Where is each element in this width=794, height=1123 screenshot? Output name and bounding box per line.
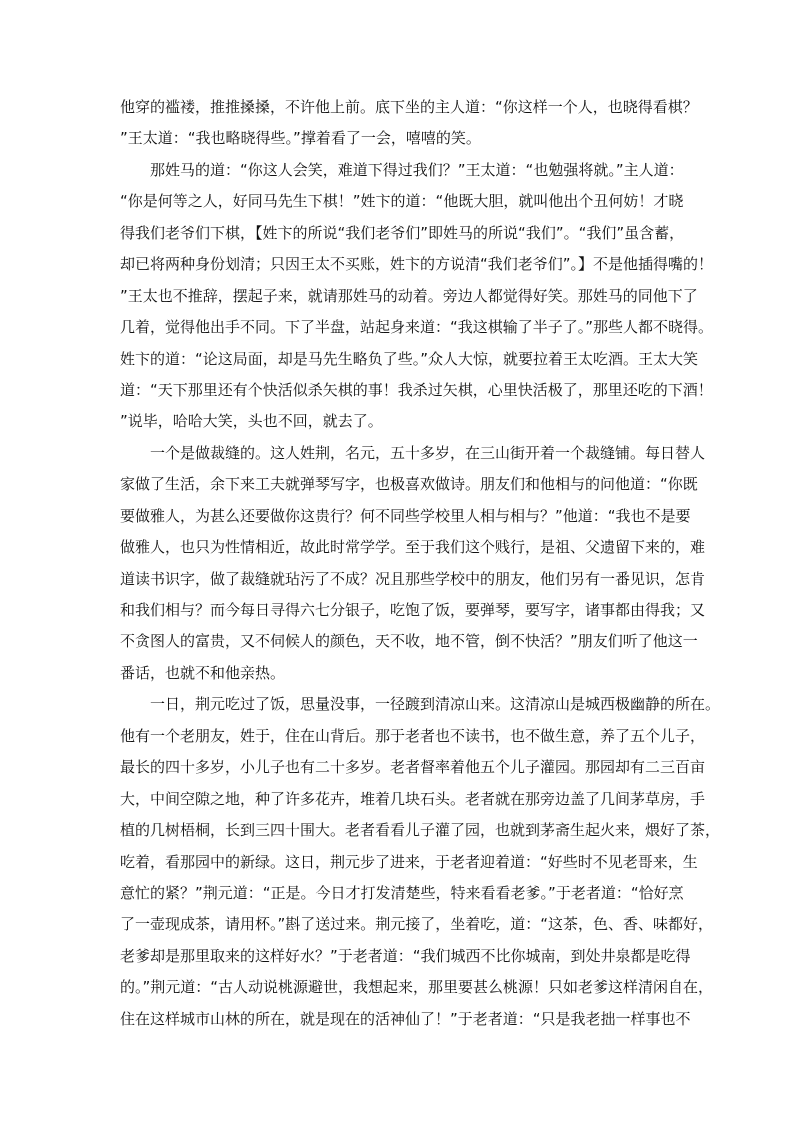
text-line: 家做了生活，余下来工夫就弹琴写字，也极喜欢做诗。朋友们和他相与的问他道：“你既 bbox=[120, 475, 698, 494]
text-line: 的。”荆元道：“古人动说桃源避世，我想起来，那里要甚么桃源！只如老爹这样清闲自在， bbox=[120, 978, 714, 997]
text-line: 道读书识字，做了裁缝就玷污了不成？况且那些学校中的朋友，他们另有一番见识，怎肯 bbox=[120, 569, 706, 588]
text-line: 老爹却是那里取来的这样好水？”于老者道：“我们城西不比你城南，到处井泉都是吃得 bbox=[120, 946, 691, 965]
text-line: 他有一个老朋友，姓于，住在山背后。那于老者也不读书，也不做生意，养了五个儿子， bbox=[120, 726, 706, 745]
text-line: 大，中间空隙之地，种了许多花卉，堆着几块石头。老者就在那旁边盖了几间茅草房，手 bbox=[120, 789, 706, 808]
text-line: 要做雅人，为甚么还要做你这贵行？何不同些学校里人相与相与？”他道：“我也不是要 bbox=[120, 506, 691, 525]
text-line: ”说毕，哈哈大笑，头也不回，就去了。 bbox=[120, 412, 383, 431]
text-line: 他穿的褴褛，推推搡搡，不许他上前。底下坐的主人道：“你这样一个人，也晓得看棋？ bbox=[120, 98, 698, 116]
text-line: 几着，觉得他出手不同。下了半盘，站起身来道：“我这棋输了半子了。”那些人都不晓得。 bbox=[120, 318, 714, 337]
text-line: 了一壶现成茶，请用杯。”斟了送过来。荆元接了，坐着吃，道：“这茶，色、香、味都好， bbox=[120, 915, 714, 934]
document-body bbox=[120, 92, 721, 1035]
text-line: 和我们相与？而今每日寻得六七分银子，吃饱了饭，要弹琴，要写字，诸事都由得我；又 bbox=[120, 601, 706, 619]
text-line: 植的几树梧桐，长到三四十围大。老者看看儿子灌了园，也就到茅斋生起火来，煨好了茶， bbox=[120, 821, 721, 840]
text-line: ”王太道：“我也略晓得些。”撑着看了一会，嘻嘻的笑。 bbox=[120, 129, 481, 148]
text-line: 意忙的紧？”荆元道：“正是。今日才打发清楚些，特来看看老爹。”于老者道：“恰好烹 bbox=[120, 883, 684, 902]
text-line: 住在这样城市山林的所在，就是现在的活神仙了！”于老者道：“只是我老拙一样事也不 bbox=[120, 1009, 691, 1028]
text-line: ”王太也不推辞，摆起子来，就请那姓马的动着。旁边人都觉得好笑。那姓马的同他下了 bbox=[120, 286, 698, 305]
text-line: 番话，也就不和他亲热。 bbox=[120, 663, 286, 682]
text-line: 一个是做裁缝的。这人姓荆，名元，五十多岁，在三山街开着一个裁缝铺。每日替人 bbox=[150, 443, 706, 462]
text-line: 道：“天下那里还有个快活似杀矢棋的事！我杀过矢棋，心里快活极了，那里还吃的下酒！ bbox=[120, 380, 713, 399]
text-line: 做雅人，也只为性情相近，故此时常学学。至于我们这个贱行，是祖、父遗留下来的，难 bbox=[120, 538, 706, 557]
text-line: 得我们老爷们下棋，【姓卞的所说“我们老爷们”即姓马的所说“我们”。“我们”虽含蓄， bbox=[120, 223, 685, 242]
text-line: 那姓马的道：“你这人会笑，难道下得过我们？”王太道：“也勉强将就。”主人道： bbox=[150, 160, 684, 179]
text-line: 最长的四十多岁，小儿子也有二十多岁。老者督率着他五个儿子灌园。那园却有二三百亩 bbox=[120, 758, 706, 777]
text-line: 却已将两种身份划清；只因王太不买账，姓卞的方说清“我们老爷们”。】不是他插得嘴的！ bbox=[120, 255, 714, 274]
text-line: “你是何等之人，好同马先生下棋！”姓卞的道：“他既大胆，就叫他出个丑何妨！才晓 bbox=[120, 192, 684, 211]
text-line: 吃着，看那园中的新绿。这日，荆元步了进来，于老者迎着道：“好些时不见老哥来，生 bbox=[120, 852, 698, 871]
text-line: 姓卞的道：“论这局面，却是马先生略负了些。”众人大惊，就要拉着王太吃酒。王太大笑 bbox=[120, 349, 699, 368]
text-line: 不贪图人的富贵，又不伺候人的颜色，天不收，地不管，倒不快活？”朋友们听了他这一 bbox=[120, 632, 698, 651]
text-line: 一日，荆元吃过了饭，思量没事，一径踱到清凉山来。这清凉山是城西极幽静的所在。 bbox=[150, 695, 721, 714]
